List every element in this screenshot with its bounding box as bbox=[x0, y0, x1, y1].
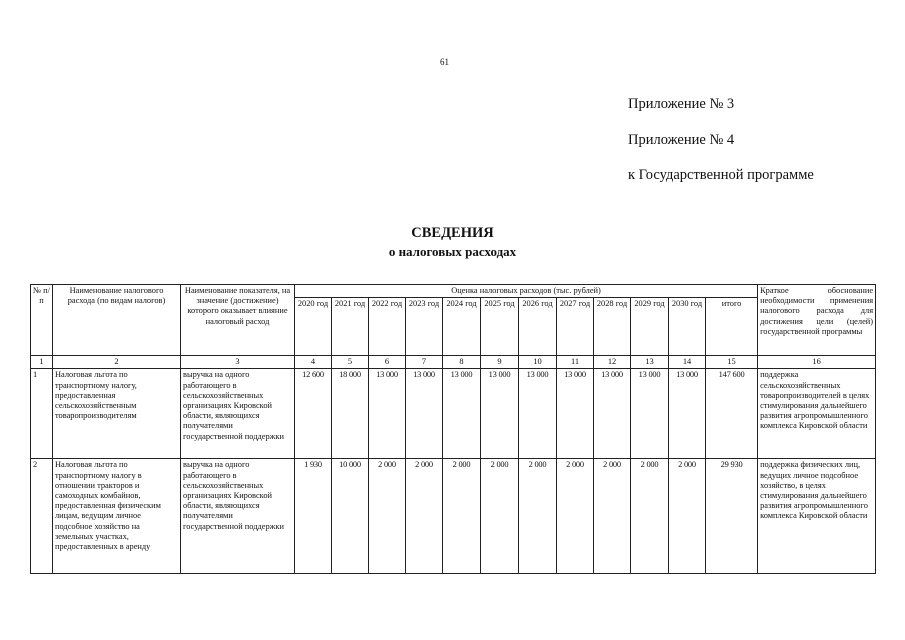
justification: поддержка сельскохозяйственных товаропроизводителей в целях стимулирования дальнейшего развития агропромышленного комплекса Кировской области bbox=[758, 369, 876, 459]
indicator-name: выручка на одного работающего в сельскохозяйственных организациях Кировской области, являющихся получателями государственной поддержки bbox=[181, 459, 295, 574]
document-title: СВЕДЕНИЯ bbox=[411, 225, 494, 241]
column-number: 16 bbox=[758, 356, 876, 369]
tax-expenditure-name: Налоговая льгота по транспортному налогу, предоставленная сельскохозяйственным товаропроизводителям bbox=[53, 369, 181, 459]
tax-expenditure-name: Налоговая льгота по транспортному налогу в отношении тракторов и самоходных комбайнов, предоставленная физическим лицам, ведущим личное подсобное хозяйство на земельных участках, предоставленных в аренду bbox=[53, 459, 181, 574]
indicator-name: выручка на одного работающего в сельскохозяйственных организациях Кировской области, являющихся получателями государственной поддержки bbox=[181, 369, 295, 459]
appendix-line-2: Приложение № 4 bbox=[628, 132, 735, 148]
estimate-value: 13 000 bbox=[557, 369, 594, 459]
estimate-value: 2 000 bbox=[406, 459, 443, 574]
column-number: 8 bbox=[443, 356, 481, 369]
table-row bbox=[31, 459, 876, 574]
estimate-value: 13 000 bbox=[406, 369, 443, 459]
document-subtitle: о налоговых расходах bbox=[388, 244, 517, 259]
estimate-total: 147 600 bbox=[706, 369, 758, 459]
estimate-value: 2 000 bbox=[369, 459, 406, 574]
column-number: 10 bbox=[519, 356, 557, 369]
estimate-value: 18 000 bbox=[332, 369, 369, 459]
estimate-value: 2 000 bbox=[557, 459, 594, 574]
column-number: 14 bbox=[669, 356, 706, 369]
header-year: 2021 год bbox=[332, 298, 369, 356]
column-number: 11 bbox=[557, 356, 594, 369]
column-number: 12 bbox=[594, 356, 631, 369]
estimate-value: 13 000 bbox=[481, 369, 519, 459]
estimate-value: 13 000 bbox=[594, 369, 631, 459]
header-year: 2026 год bbox=[519, 298, 557, 356]
row-number: 2 bbox=[31, 459, 53, 574]
justification: поддержка физических лиц, ведущих личное подсобное хозяйство, в целях стимулирования дальнейшего развития агропромышленного комплекса Кировской области bbox=[758, 459, 876, 574]
estimate-value: 2 000 bbox=[481, 459, 519, 574]
header-year: 2029 год bbox=[631, 298, 669, 356]
estimate-value: 12 600 bbox=[295, 369, 332, 459]
estimate-value: 10 000 bbox=[332, 459, 369, 574]
column-number: 6 bbox=[369, 356, 406, 369]
tax-expenditures-table bbox=[30, 284, 876, 574]
header-row-1 bbox=[31, 285, 876, 298]
header-number: № п/п bbox=[31, 285, 53, 356]
header-total: итого bbox=[706, 298, 758, 356]
header-year: 2022 год bbox=[369, 298, 406, 356]
appendix-line-3: к Государственной программе bbox=[628, 167, 814, 183]
estimate-value: 13 000 bbox=[443, 369, 481, 459]
header-year: 2023 год bbox=[406, 298, 443, 356]
header-indicator: Наименование показателя, на значение (достижение) которого оказывает влияние налоговый расход bbox=[181, 285, 295, 356]
estimate-total: 29 930 bbox=[706, 459, 758, 574]
column-number: 1 bbox=[31, 356, 53, 369]
column-number: 3 bbox=[181, 356, 295, 369]
estimate-value: 2 000 bbox=[594, 459, 631, 574]
column-number: 13 bbox=[631, 356, 669, 369]
header-year: 2030 год bbox=[669, 298, 706, 356]
header-justification: Краткое обоснование необходимости применения налогового расхода для достижения цели (целей) государственной программы bbox=[758, 285, 876, 356]
column-number: 15 bbox=[706, 356, 758, 369]
header-year: 2025 год bbox=[481, 298, 519, 356]
estimate-value: 2 000 bbox=[519, 459, 557, 574]
page-number: 61 bbox=[440, 57, 449, 67]
row-number: 1 bbox=[31, 369, 53, 459]
estimate-value: 2 000 bbox=[443, 459, 481, 574]
estimate-value: 13 000 bbox=[631, 369, 669, 459]
header-estimate: Оценка налоговых расходов (тыс. рублей) bbox=[295, 285, 758, 298]
header-year: 2020 год bbox=[295, 298, 332, 356]
header-year: 2027 год bbox=[557, 298, 594, 356]
estimate-value: 13 000 bbox=[369, 369, 406, 459]
column-number: 4 bbox=[295, 356, 332, 369]
column-number: 2 bbox=[53, 356, 181, 369]
estimate-value: 13 000 bbox=[669, 369, 706, 459]
header-year: 2024 год bbox=[443, 298, 481, 356]
appendix-line-1: Приложение № 3 bbox=[628, 96, 735, 112]
column-number: 5 bbox=[332, 356, 369, 369]
header-year: 2028 год bbox=[594, 298, 631, 356]
column-number: 9 bbox=[481, 356, 519, 369]
column-number: 7 bbox=[406, 356, 443, 369]
estimate-value: 2 000 bbox=[631, 459, 669, 574]
column-number-row bbox=[31, 356, 876, 369]
header-name: Наименование налогового расхода (по видам налогов) bbox=[53, 285, 181, 356]
estimate-value: 13 000 bbox=[519, 369, 557, 459]
estimate-value: 1 930 bbox=[295, 459, 332, 574]
table-row bbox=[31, 369, 876, 459]
estimate-value: 2 000 bbox=[669, 459, 706, 574]
